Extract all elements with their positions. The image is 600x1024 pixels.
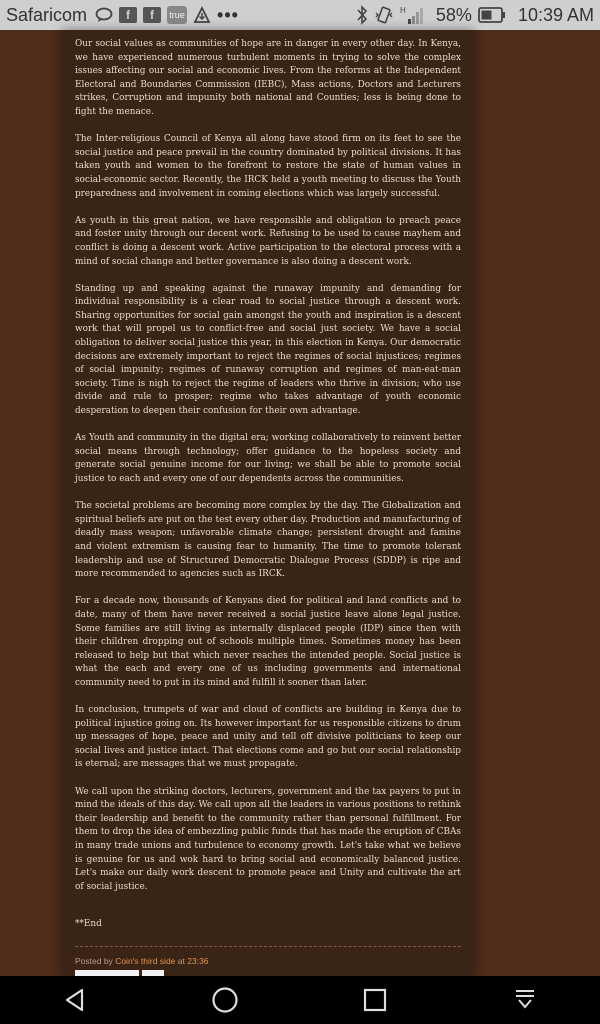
post-paragraph: As youth in this great nation, we have responsible and obligation to preach peace and foster unity through our decent work. Refusing to be used to cause mayhem and conflict is doing a descent work. Active participation to the electoral process with a mind of social change and better governance is also doing a descent work. [75, 215, 461, 267]
post-body [75, 38, 461, 946]
navigation-bar [0, 976, 600, 1024]
facebook-icon: f [143, 7, 161, 23]
post-paragraph: Our social values as communities of hope are in danger in every other day. In Kenya, we have experienced numerous turbulent moments in trying to solve the complex issues affecting our social and economic lives. From the reforms at the Independent Electoral and Boundaries Commission (IEBC), Mass actions, Doctors and Lecturers strikes, Corruption and impunity both national and Counties; less is being done to fight the menace. [75, 39, 461, 117]
home-button[interactable] [195, 976, 255, 1024]
post-time-link[interactable]: 23:36 [187, 956, 209, 966]
posted-by-label: Posted by [75, 956, 113, 966]
recents-button[interactable] [345, 976, 405, 1024]
post-paragraph: For a decade now, thousands of Kenyans died for political and land conflicts and to date, many of them have never received a social justice leave alone legal justice. Some families are still living as internally displaced people (IDP) since then with their children dropping out of schools multiple times. Sometimes money has been released to help but that which never reaches the intended people. Social justice is what the each and every one of us including governments and international community need to put in its mind and fulfill it sooner than later. [75, 596, 461, 688]
battery-percent: 58% [435, 4, 472, 25]
truecaller-icon: true [167, 6, 187, 24]
home-icon [211, 986, 239, 1014]
bluetooth-icon [356, 5, 368, 25]
post-paragraph: The societal problems are becoming more complex by the day. The Globalization and spiritual beliefs are put on the test every other day. Production and manufacturing of deadly mass weapon; unfavorable climate change; persistent drought and famine and violent extremism is causing fear to humanity. The time to promote tolerant leadership and use of Structured Democratic Dialogue Process (SDDP) is ripe and more recommended to agencies such as IRCK. [75, 501, 461, 580]
battery-icon [478, 7, 506, 23]
post-paragraph: In conclusion, trumpets of war and cloud of conflicts are building in Kenya due to political injustice going on. Its however important for us responsible citizens to drum up messages of hope, peace and unity and tell off divisive politicians to keep our social lives and justice intact. That elections come and go but our social relationship is eternal; are messages that we must propagate. [75, 705, 461, 770]
download-icon [193, 6, 211, 24]
status-bar [0, 0, 600, 30]
carrier-name: Safaricom [6, 4, 88, 25]
post-paragraph: We call upon the striking doctors, lecturers, government and the tax payers to put in mind the ideals of this day. We call upon all the leaders in various positions to rethink their leadership and benefit to the community rather than personal fulfillment. For them to drop the idea of embezzling public funds that has made the eruption of CBAs in many trade unions and turbulence to economy growth. Let's take what we believe is genuine for us and wok hard to bring social and economically balanced justice. Let's make our daily work descent to promote peace and Unity and cultivate the art of social justice. [75, 786, 461, 892]
post-footer [75, 946, 461, 966]
clock: 10:39 AM [517, 4, 594, 25]
notifications-pull-icon [513, 988, 537, 1012]
post-paragraph: Standing up and speaking against the runaway impunity and demanding for individual responsibility is a clear road to social justice through a descent work. Sharing opportunities for social gain amongst the youth and inspiration is a descent work that will propel us to conflict-free and social just society. We have a social obligation to deliver social justice this year, in this election in Kenya. Our democratic decisions are extremely important to reject the regimes of social injustices; regimes of social impunity; regimes of runaway corruption and regimes of man-eat-man society. Time is nigh to reject the regime of leaders who thrive in division; who use divide and rule to prosper; regime who takes advantage of youth economic desperation to deepen their confusion for their own advantage. [75, 283, 461, 417]
vibrate-icon [374, 5, 394, 25]
at-label: at [177, 956, 185, 966]
notifications-pull-button[interactable] [495, 976, 555, 1024]
signal-icon [400, 5, 426, 25]
post-end-marker: **End [75, 919, 102, 930]
recents-icon [363, 988, 387, 1012]
chat-bubble-icon [95, 7, 113, 23]
author-link[interactable]: Coin's third side [115, 956, 176, 966]
post-paragraph: The Inter-religious Council of Kenya all along have stood firm on its feet to see the social justice and peace prevail in the country dominated by political divisions. It has taken youth and women to the forefront to restore the state of human values in social-economic sector. Recently, the IRCK held a youth meeting to discuss the Youth preparedness and involvement in coming elections which was largely successful. [75, 134, 461, 199]
facebook-icon: f [119, 7, 137, 23]
back-button[interactable] [45, 976, 105, 1024]
back-icon [62, 987, 88, 1013]
svg-text:H: H [399, 6, 406, 15]
post-paragraph: As Youth and community in the digital era; working collaboratively to reinvent better social means through technology; offer guidance to the hopeless society and generate social genuine income for our living; we shall be able to promote social justice to each and every one of our dependents across the communities. [75, 433, 461, 484]
more-dots-icon: ••• [217, 4, 239, 25]
